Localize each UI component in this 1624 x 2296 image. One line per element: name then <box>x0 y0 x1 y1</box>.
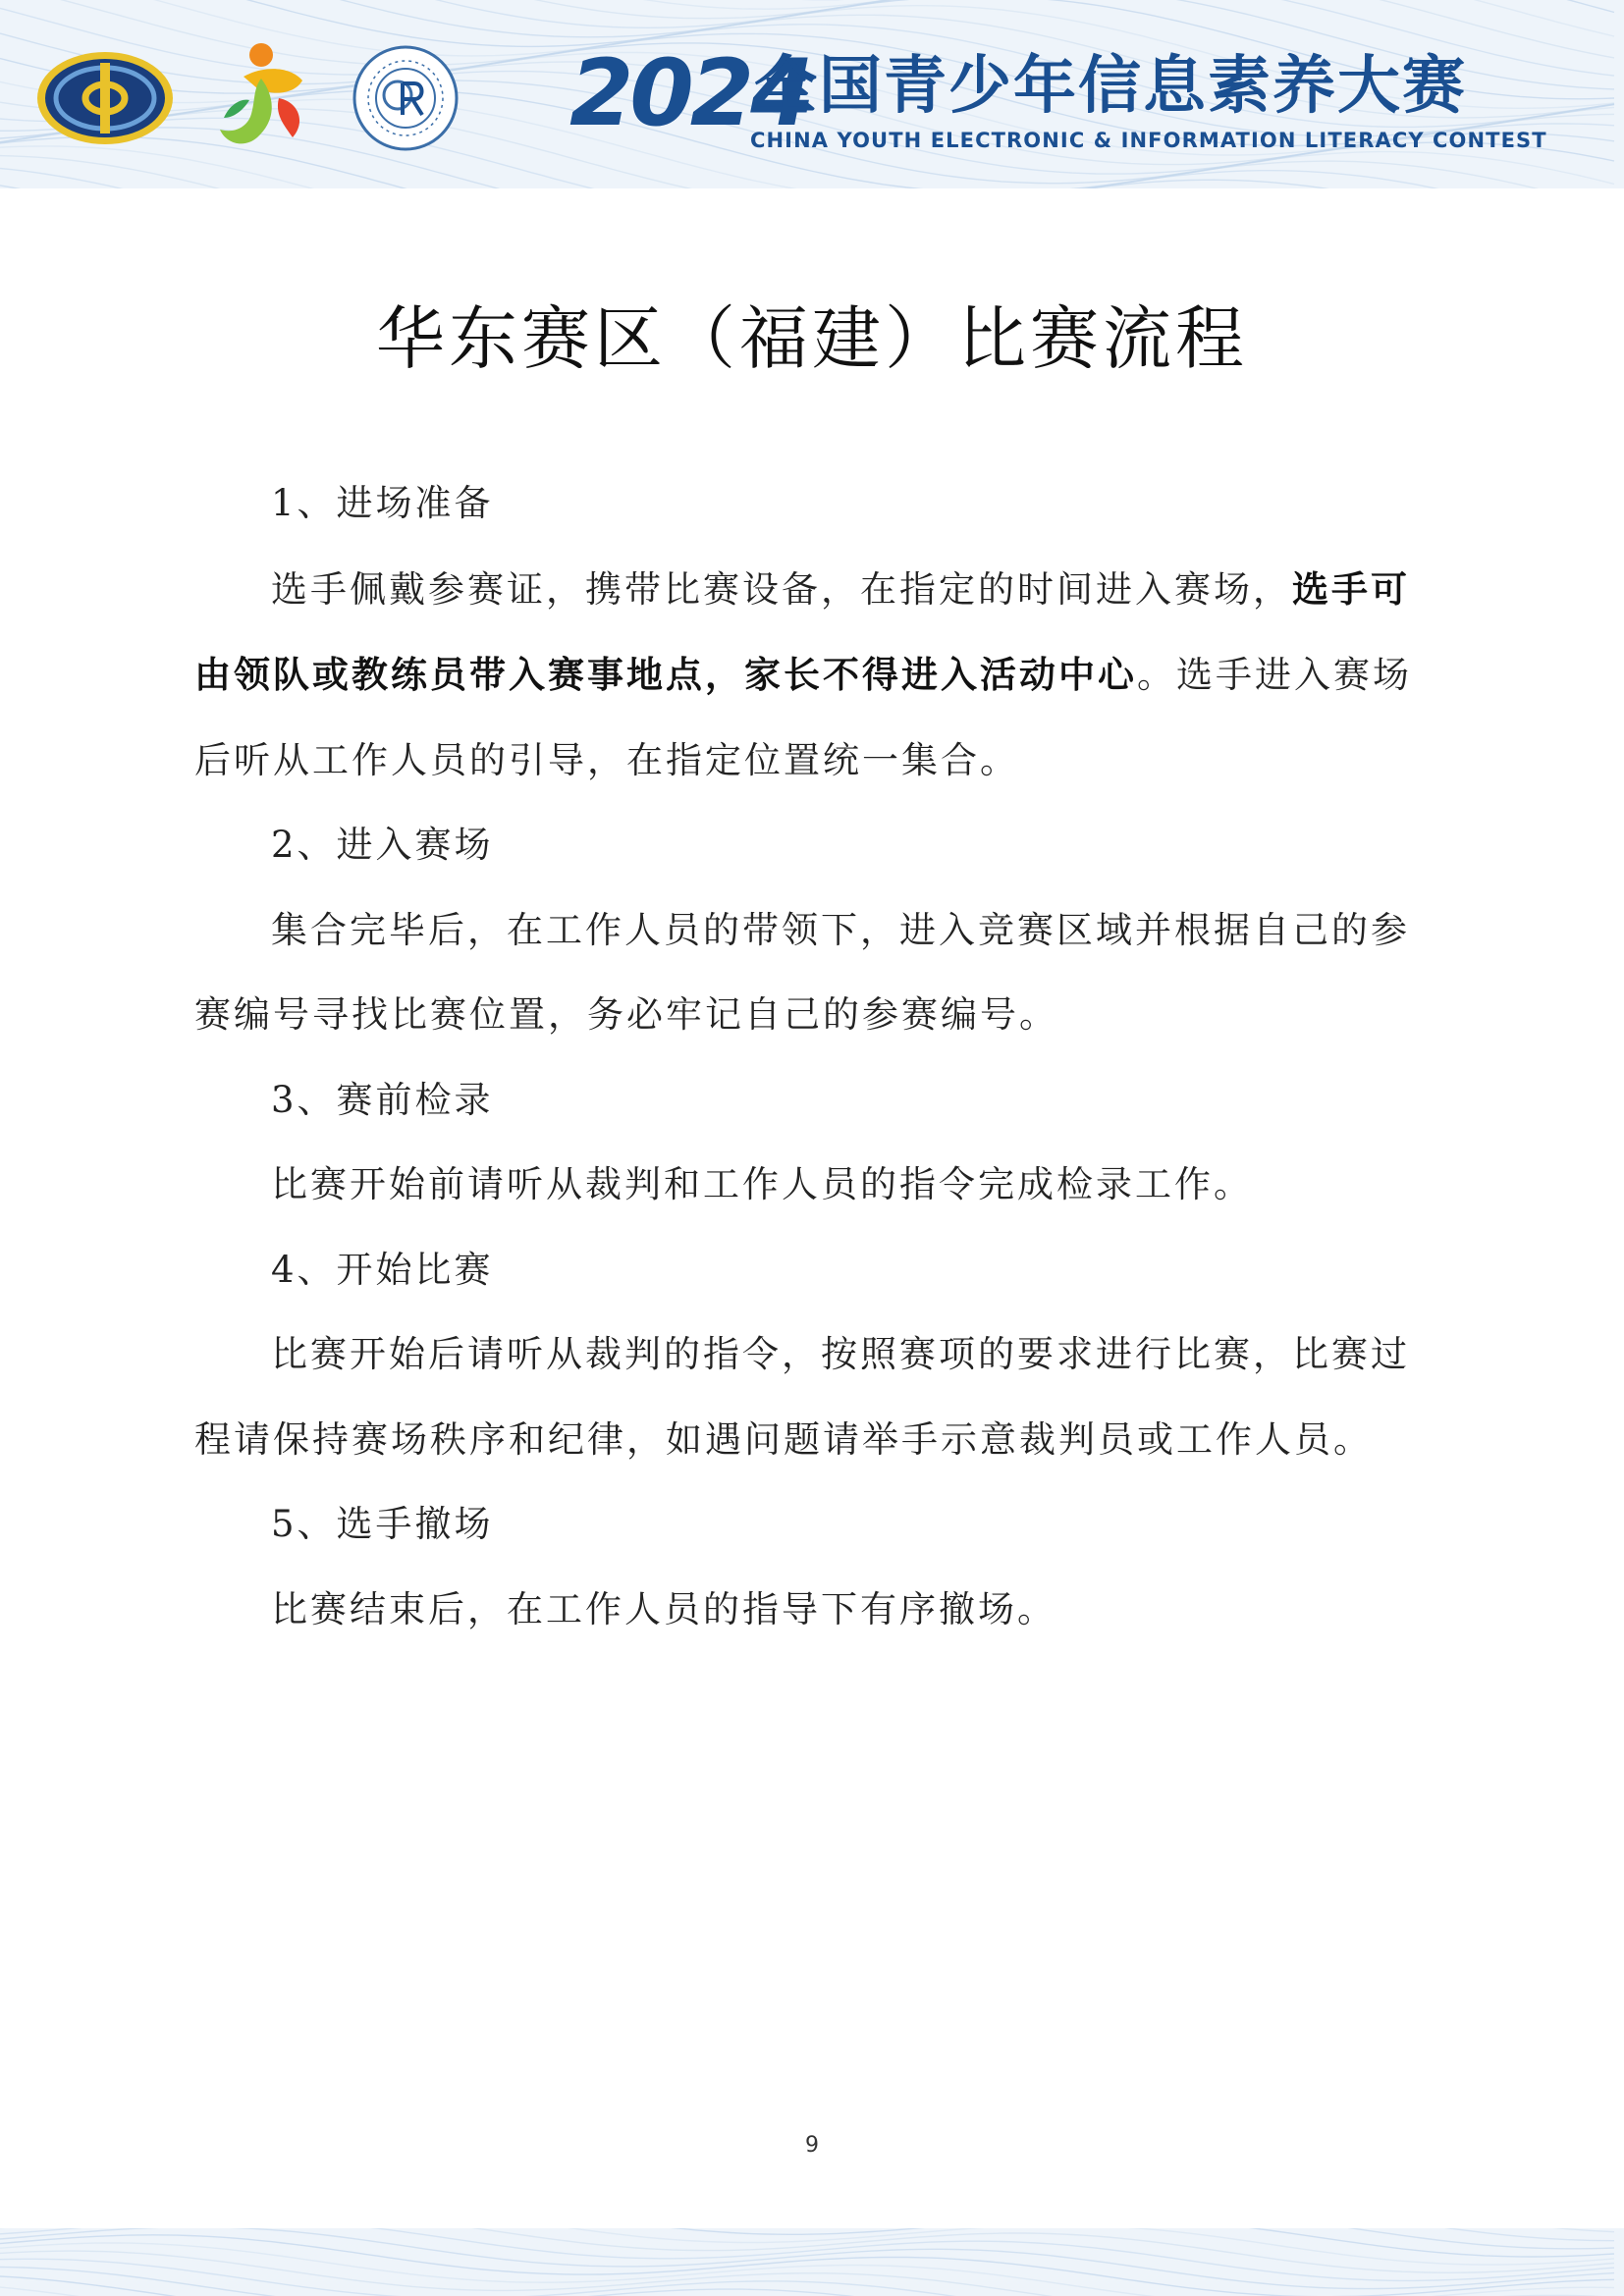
colorful-figure-logo-icon <box>204 39 322 157</box>
wave-pattern-footer <box>0 2228 1624 2296</box>
banner-year: 2024 <box>569 40 811 147</box>
footer-band <box>0 2228 1624 2296</box>
body-paragraph: 集合完毕后，在工作人员的带领下，进入竞赛区域并根据自己的参赛编号寻找比赛位置，务必牢记自己的参赛编号。 <box>194 908 1410 1036</box>
organizer-emblem-icon <box>35 49 175 147</box>
body-paragraph: 比赛开始前请听从裁判和工作人员的指令完成检录工作。 <box>271 1163 1253 1205</box>
paragraph-text: 。选手进入赛场后听从工作人员的引导，在指定位置统一集合。 <box>194 654 1412 781</box>
body-paragraph: 比赛结束后，在工作人员的指导下有序撤场。 <box>271 1587 1056 1630</box>
section-heading: 2、进入赛场 <box>271 824 494 866</box>
page-number: 9 <box>805 2133 819 2158</box>
body-paragraph <box>194 547 1412 804</box>
banner-title-english: CHINA YOUTH ELECTRONIC & INFORMATION LITERACY CONTEST <box>750 129 1547 152</box>
emphasized-text: 选手可由领队或教练员带入赛事地点，家长不得进入活动中心 <box>194 566 1410 696</box>
body-paragraph: 比赛开始后请听从裁判的指令，按照赛项的要求进行比赛，比赛过程请保持赛场秩序和纪律，如遇问题请举手示意裁判员或工作人员。 <box>194 1333 1410 1461</box>
document-title: 华东赛区（福建）比赛流程 <box>376 298 1248 379</box>
contest-banner-title <box>569 40 1551 161</box>
section-heading: 3、赛前检录 <box>271 1078 494 1121</box>
association-seal-icon <box>352 44 460 152</box>
banner-title-chinese: 全国青少年信息素养大赛 <box>754 50 1467 123</box>
document-body <box>194 461 1412 1652</box>
paragraph-text: 选手佩戴参赛证，携带比赛设备，在指定的时间进入赛场， <box>271 567 1292 611</box>
section-heading: 4、开始比赛 <box>271 1248 494 1291</box>
logo-group <box>35 39 460 157</box>
header-banner <box>0 0 1624 188</box>
section-heading: 5、选手撤场 <box>271 1503 494 1545</box>
section-heading: 1、进场准备 <box>271 482 494 524</box>
